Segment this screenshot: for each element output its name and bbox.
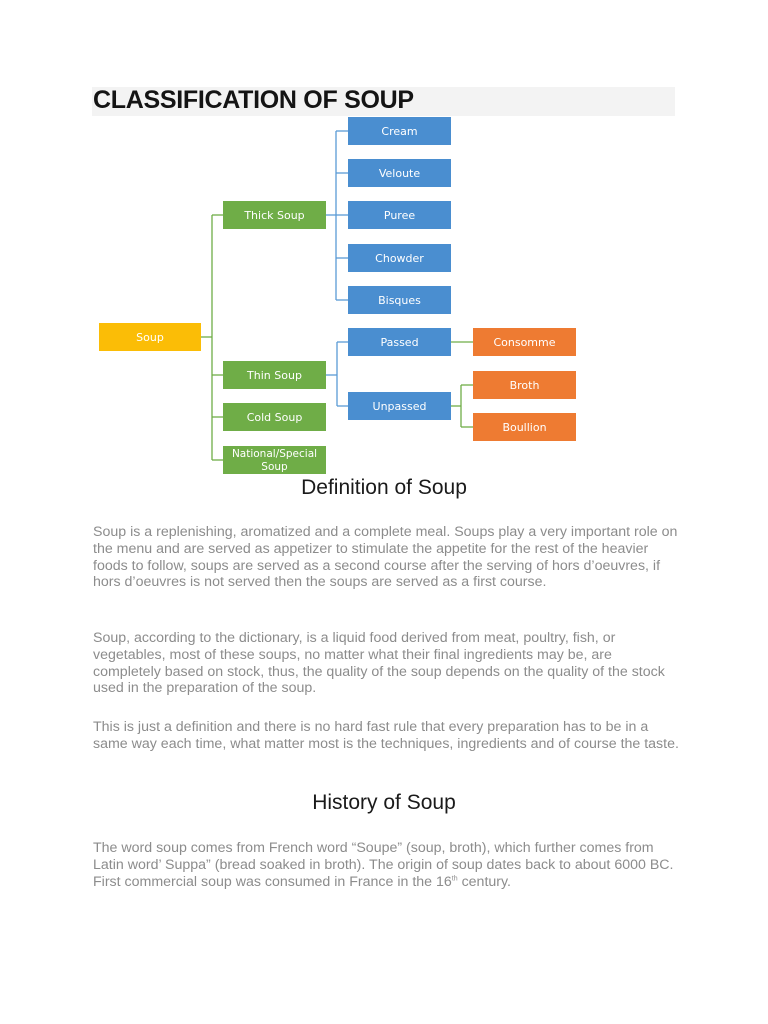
- node-bisques-label: Bisques: [378, 294, 421, 307]
- history-paragraph: [93, 840, 683, 890]
- node-bisques: [348, 286, 451, 314]
- page-title: CLASSIFICATION OF SOUP: [93, 86, 414, 114]
- node-thick-soup-label: Thick Soup: [244, 209, 305, 222]
- node-national-special-soup-label: National/Special: [231, 448, 318, 460]
- node-soup-label: Soup: [136, 331, 164, 344]
- node-broth: [473, 371, 576, 399]
- node-puree-label: Puree: [383, 209, 416, 222]
- node-consomme-label: Consomme: [493, 336, 556, 349]
- node-chowder-label: Chowder: [375, 252, 424, 265]
- node-national-special-soup: [223, 446, 326, 474]
- node-soup: [99, 323, 201, 351]
- node-consomme: [473, 328, 576, 356]
- node-cream: [348, 117, 451, 145]
- node-thick-soup: [223, 201, 326, 229]
- node-thin-soup-label: Thin Soup: [247, 369, 302, 382]
- node-unpassed: [348, 392, 451, 420]
- definition-paragraph-3: This is just a definition and there is no hard fast rule that every preparation has to be in a same way each time, what matter most is the techniques, ingredients and of course the taste.: [93, 719, 679, 752]
- history-heading: History of Soup: [312, 791, 456, 814]
- node-broth-label: Broth: [509, 379, 540, 392]
- node-boullion: [473, 413, 576, 441]
- node-passed: [348, 328, 451, 356]
- node-veloute-label: Veloute: [378, 167, 421, 180]
- node-veloute: [348, 159, 451, 187]
- definition-paragraph-1: Soup is a replenishing, aromatized and a complete meal. Soups play a very important role on the menu and are served as appetizer to stimulate the appetite for the rest of the heavier foods to follow, soups are served as a second course after the serving of hors d’oeuvres, if hors d’oeuvres is not served then the soups are served as a first course.: [93, 524, 678, 591]
- node-unpassed-label: Unpassed: [372, 400, 427, 413]
- node-thin-soup: [223, 361, 326, 389]
- node-boullion-label: Boullion: [502, 421, 547, 434]
- node-cream-label: Cream: [381, 125, 418, 138]
- node-chowder: [348, 244, 451, 272]
- node-national-special-soup-label-line2: Soup: [261, 461, 288, 473]
- node-cold-soup: [223, 403, 326, 431]
- history-paragraph-text: The word soup comes from French word “Soupe” (soup, broth), which further comes from Latin word’ Suppa” (bread soaked in broth). The origin of soup dates back to about 6000 BC. First commercial soup was consumed in France in the 16: [93, 840, 674, 890]
- definition-paragraph-2: Soup, according to the dictionary, is a liquid food derived from meat, poultry, fish, or vegetables, most of these soups, no matter what their final ingredients may be, are completely based on stock, thus, the quality of the soup depends on the quality of the stock used in the preparation of the soup.: [93, 630, 665, 697]
- node-passed-label: Passed: [380, 336, 419, 349]
- soup-classification-diagram: [0, 0, 768, 480]
- node-puree: [348, 201, 451, 229]
- definition-heading: Definition of Soup: [301, 476, 467, 499]
- history-paragraph-end: century.: [457, 873, 511, 890]
- node-cold-soup-label: Cold Soup: [246, 411, 303, 424]
- history-paragraph-superscript: th: [451, 874, 458, 882]
